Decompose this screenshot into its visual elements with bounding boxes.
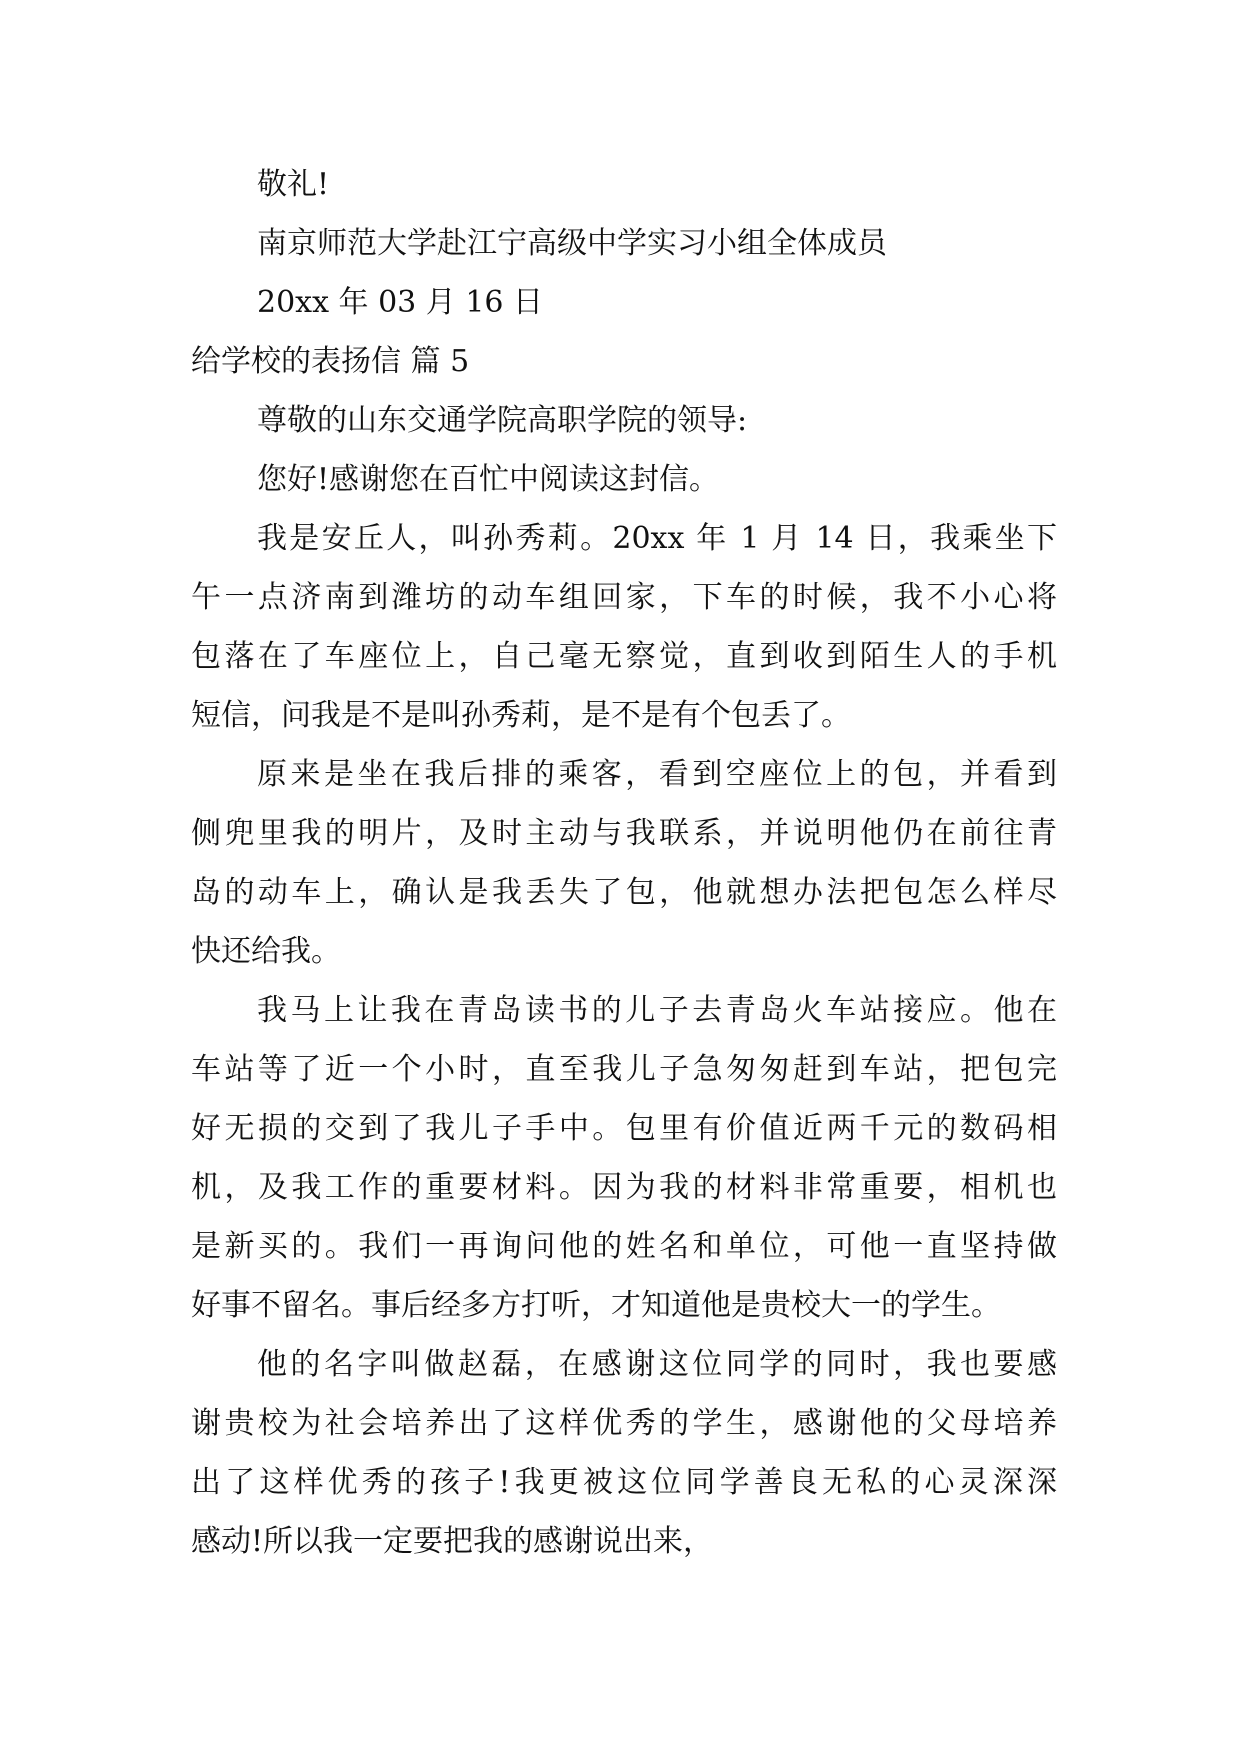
- paragraph-line: 快还给我。: [191, 934, 341, 969]
- greeting-line: 您好!感谢您在百忙中阅读这封信。: [257, 462, 720, 497]
- paragraph-line: 好无损的交到了我儿子手中。包里有价值近两千元的数码相: [191, 1111, 1057, 1146]
- paragraph-line: 包落在了车座位上，自己毫无察觉，直到收到陌生人的手机: [191, 639, 1057, 674]
- paragraph: [191, 509, 1057, 745]
- paragraph-line: 车站等了近一个小时，直至我儿子急匆匆赶到车站，把包完: [191, 1052, 1057, 1087]
- paragraph-line: 短信，问我是不是叫孙秀莉，是不是有个包丢了。: [191, 698, 851, 733]
- paragraph-line: 午一点济南到潍坊的动车组回家，下车的时候，我不小心将: [191, 580, 1057, 615]
- paragraph-line: 机，及我工作的重要材料。因为我的材料非常重要，相机也: [191, 1170, 1057, 1205]
- paragraph-line: 出了这样优秀的孩子!我更被这位同学善良无私的心灵深深: [191, 1465, 1057, 1500]
- paragraph-line: 他的名字叫做赵磊，在感谢这位同学的同时，我也要感: [257, 1347, 1057, 1382]
- paragraph-line: 好事不留名。事后经多方打听，才知道他是贵校大一的学生。: [191, 1288, 1001, 1323]
- paragraph-line: 我是安丘人，叫孙秀莉。20xx 年 1 月 14 日，我乘坐下: [257, 521, 1057, 556]
- paragraph: [191, 745, 1057, 981]
- closing-line: 敬礼!: [257, 167, 330, 202]
- paragraph: [191, 981, 1057, 1335]
- paragraph-line: 岛的动车上，确认是我丢失了包，他就想办法把包怎么样尽: [191, 875, 1057, 910]
- letter-body: [191, 155, 1057, 1571]
- section-title: 给学校的表扬信 篇 5: [191, 344, 470, 379]
- signature-line: 南京师范大学赴江宁高级中学实习小组全体成员: [257, 226, 887, 261]
- date-line: 20xx 年 03 月 16 日: [257, 285, 544, 320]
- paragraph-line: 谢贵校为社会培养出了这样优秀的学生，感谢他的父母培养: [191, 1406, 1057, 1441]
- paragraph-line: 感动!所以我一定要把我的感谢说出来，: [191, 1524, 714, 1559]
- paragraph-line: 是新买的。我们一再询问他的姓名和单位，可他一直坚持做: [191, 1229, 1057, 1264]
- paragraph: [191, 1335, 1057, 1571]
- paragraph-line: 侧兜里我的明片，及时主动与我联系，并说明他仍在前往青: [191, 816, 1057, 851]
- salutation-line: 尊敬的山东交通学院高职学院的领导:: [257, 403, 748, 438]
- paragraph-line: 原来是坐在我后排的乘客，看到空座位上的包，并看到: [257, 757, 1057, 792]
- paragraph-line: 我马上让我在青岛读书的儿子去青岛火车站接应。他在: [257, 993, 1057, 1028]
